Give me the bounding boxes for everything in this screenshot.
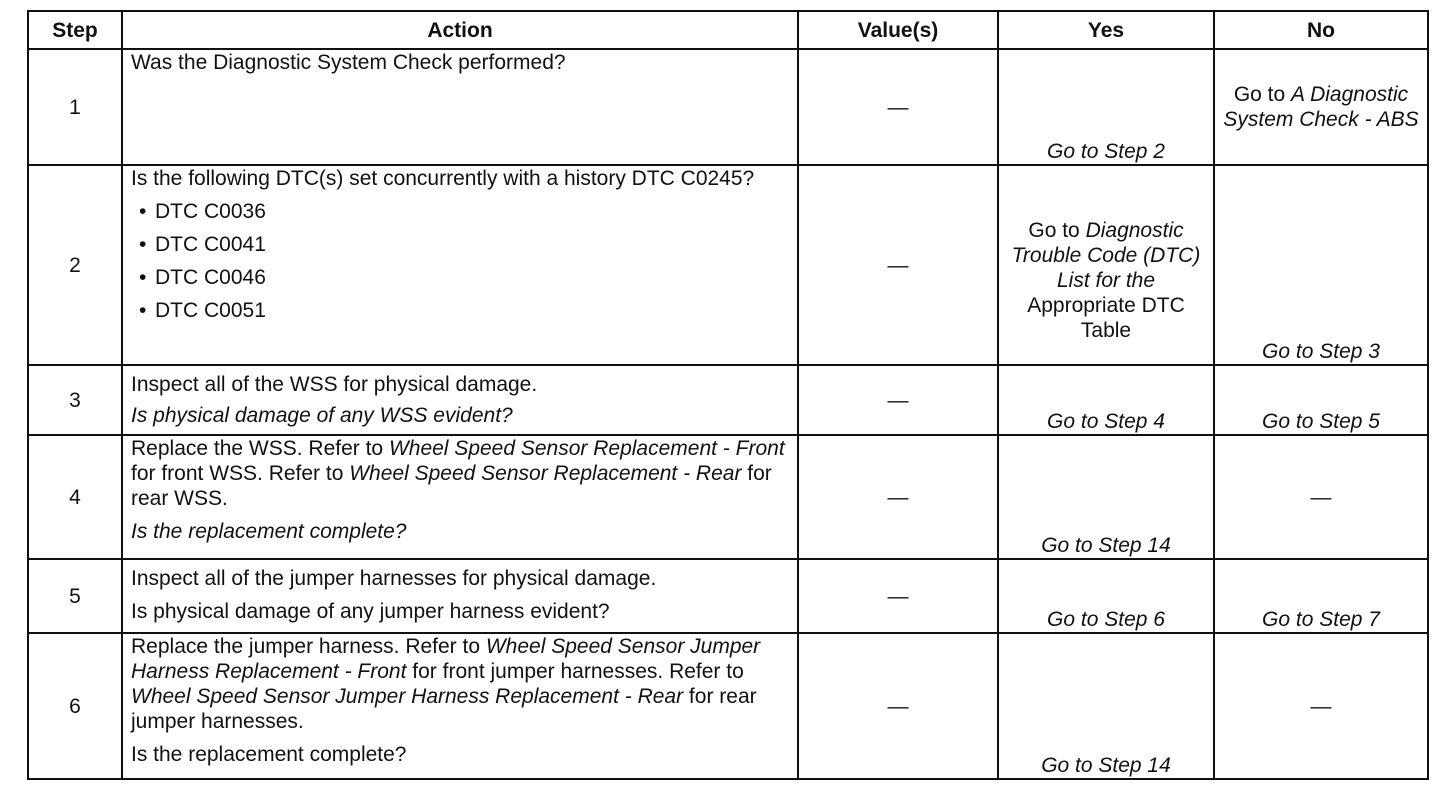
action-cell (122, 165, 798, 365)
value-cell: — (798, 435, 998, 559)
action-text: Inspect all of the jumper harnesses for physical damage. (131, 567, 657, 590)
yes-text: Go to Step 14 (1041, 754, 1171, 777)
yes-cell (998, 49, 1214, 165)
no-cell: — (1214, 633, 1428, 779)
table-row (28, 633, 1428, 779)
table-row (28, 559, 1428, 633)
value-cell: — (798, 633, 998, 779)
action-text: Is the following DTC(s) set concurrently with a history DTC C0245? (131, 167, 755, 190)
action-cell (122, 49, 798, 165)
action-text-a: Replace the WSS. Refer to (131, 437, 389, 460)
value-cell: — (798, 165, 998, 365)
action-question: Is the replacement complete? (131, 743, 407, 766)
table-row (28, 49, 1428, 165)
step-number: 3 (28, 365, 122, 435)
action-ref-rear: Wheel Speed Sensor Jumper Harness Replacement - Rear (131, 685, 684, 708)
action-text-c: for front WSS. Refer to (131, 462, 350, 485)
action-text-e: for rear WSS. (131, 462, 772, 510)
diagnostic-table (27, 10, 1429, 780)
table-row (28, 365, 1428, 435)
action-cell (122, 559, 798, 633)
list-item: • DTC C0051 (131, 294, 789, 327)
list-item: • DTC C0046 (131, 261, 789, 294)
action-text-c: for front jumper harnesses. Refer to (406, 660, 744, 683)
yes-text-rest: Appropriate DTC Table (1027, 293, 1185, 342)
yes-text: Go to Step 14 (1041, 534, 1171, 557)
header-action: Action (122, 11, 798, 49)
action-question: Is physical damage of any jumper harness evident? (131, 600, 610, 623)
action-text: Inspect all of the WSS for physical damage. (131, 373, 538, 396)
value-cell: — (798, 559, 998, 633)
header-row (28, 11, 1428, 49)
yes-cell (998, 365, 1214, 435)
header-values: Value(s) (798, 11, 998, 49)
yes-cell (998, 165, 1214, 365)
action-ref-front: Wheel Speed Sensor Replacement - Front (388, 437, 785, 460)
list-item: • DTC C0036 (131, 195, 789, 228)
action-text-e: for rear jumper harnesses. (131, 685, 757, 733)
header-no: No (1214, 11, 1428, 49)
yes-cell (998, 435, 1214, 559)
no-cell (1214, 165, 1428, 365)
action-ref-rear: Wheel Speed Sensor Replacement - Rear (349, 462, 742, 485)
action-text: Was the Diagnostic System Check performed? (131, 51, 566, 74)
step-number: 5 (28, 559, 122, 633)
no-cell: — (1214, 435, 1428, 559)
no-text: Go to Step 3 (1262, 340, 1380, 363)
action-cell (122, 365, 798, 435)
yes-text: Go to Step 4 (1047, 410, 1165, 433)
value-cell: — (798, 365, 998, 435)
step-number: 4 (28, 435, 122, 559)
header-step: Step (28, 11, 122, 49)
value-cell: — (798, 49, 998, 165)
no-cell (1214, 49, 1428, 165)
action-text-a: Replace the jumper harness. Refer to (131, 635, 486, 658)
action-cell (122, 435, 798, 559)
action-question: Is physical damage of any WSS evident? (131, 404, 513, 427)
no-text: Go to Step 5 (1262, 410, 1380, 433)
yes-cell (998, 633, 1214, 779)
yes-text-prefix: Go to (1028, 218, 1086, 242)
table-row (28, 435, 1428, 559)
no-text-prefix: Go to (1233, 83, 1292, 106)
dtc-list (131, 195, 789, 327)
no-cell (1214, 559, 1428, 633)
step-number: 6 (28, 633, 122, 779)
step-number: 1 (28, 49, 122, 165)
step-number: 2 (28, 165, 122, 365)
action-question: Is the replacement complete? (131, 520, 407, 543)
table-row (28, 165, 1428, 365)
no-text: Go to Step 7 (1262, 608, 1380, 631)
action-ref-front: Wheel Speed Sensor Jumper Harness Replacement - Front (131, 635, 761, 683)
list-item: • DTC C0041 (131, 228, 789, 261)
no-cell (1214, 365, 1428, 435)
header-yes: Yes (998, 11, 1214, 49)
yes-cell (998, 559, 1214, 633)
no-text-link: A Diagnostic System Check - ABS (1223, 83, 1419, 131)
action-cell (122, 633, 798, 779)
yes-text: Go to Step 6 (1047, 608, 1165, 631)
yes-text: Go to Step 2 (1047, 140, 1165, 163)
yes-text-link: Diagnostic Trouble Code (DTC) List for the (1011, 218, 1201, 292)
